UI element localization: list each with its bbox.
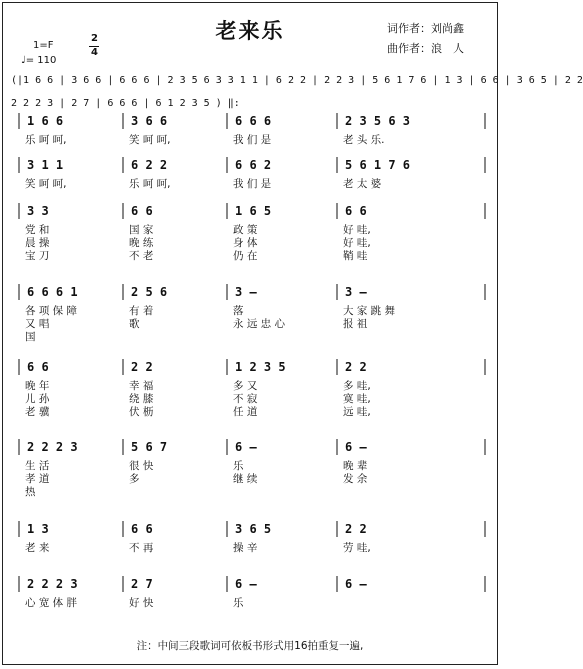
time-signature-top: 2	[91, 33, 98, 44]
lyric-syllables: 好 快	[129, 597, 154, 609]
lyric-syllables: 落	[233, 305, 244, 317]
measure-notes: 5 6 7	[131, 440, 168, 454]
lyric-syllables: 我 们 是	[233, 178, 272, 190]
measure-notes: 2 2	[345, 522, 367, 536]
measure-notes: 6 6	[131, 204, 153, 218]
lyric-syllables: 寞 哇,	[343, 393, 371, 405]
measure-notes: 6 –	[345, 577, 367, 591]
lyric-syllables: 笑 呵 呵,	[25, 178, 67, 190]
footnote: 注：中间三段歌词可依板书形式用16拍重复一遍,	[136, 640, 364, 652]
measure-notes: 1 2 3 5	[235, 360, 286, 374]
lyric-syllables: 国	[25, 331, 36, 343]
lyricist-credit: 词作者：刘尚鑫	[387, 22, 464, 35]
lyric-syllables: 不 寂	[233, 393, 258, 405]
lyric-syllables: 晚 年	[25, 380, 50, 392]
measure-notes: 2 7	[131, 577, 153, 591]
measure-notes: 6 –	[235, 440, 257, 454]
lyric-syllables: 继 续	[233, 473, 258, 485]
lyric-syllables: 晨 操	[25, 237, 50, 249]
measure-notes: 2 2 2 3	[27, 577, 78, 591]
lyric-syllables: 宝 刀	[25, 250, 50, 262]
song-title: 老来乐	[215, 19, 285, 43]
lyric-syllables: 老 头 乐.	[343, 134, 385, 146]
lyric-syllables: 晚 辈	[343, 460, 368, 472]
lyric-syllables: 乐	[233, 460, 244, 472]
lyric-syllables: 我 们 是	[233, 134, 272, 146]
measure-notes: 6 6	[27, 360, 49, 374]
measure-notes: 1 6 5	[235, 204, 272, 218]
lyric-syllables: 心 宽 体 胖	[25, 597, 78, 609]
time-signature-bottom: 4	[91, 47, 98, 58]
measure-notes: 2 2 2 3	[27, 440, 78, 454]
lyric-syllables: 多 又	[233, 380, 258, 392]
lyric-syllables: 操 辛	[233, 542, 258, 554]
measure-notes: 2 2	[345, 360, 367, 374]
tempo-marking: ♩= 110	[21, 55, 57, 66]
measure-notes: 6 6 2	[235, 158, 272, 172]
lyric-syllables: 不 再	[129, 542, 154, 554]
lyric-syllables: 很 快	[129, 460, 154, 472]
lyric-syllables: 各 项 保 障	[25, 305, 78, 317]
lyric-syllables: 大 家 跳 舞	[343, 305, 396, 317]
lyric-syllables: 热	[25, 486, 36, 498]
lyric-syllables: 永 远 忠 心	[233, 318, 286, 330]
lyric-syllables: 老 来	[25, 542, 50, 554]
measure-notes: 1 6 6	[27, 114, 64, 128]
measure-notes: 3 6 6	[131, 114, 168, 128]
lyric-syllables: 报 祖	[343, 318, 368, 330]
measure-notes: 6 6 6 1	[27, 285, 78, 299]
lyric-syllables: 歌	[129, 318, 140, 330]
lyric-syllables: 老 太 婆	[343, 178, 382, 190]
lyric-syllables: 仍 在	[233, 250, 258, 262]
lyric-syllables: 好 哇,	[343, 224, 371, 236]
sheet-music-page	[2, 2, 583, 665]
lyric-syllables: 绕 膝	[129, 393, 154, 405]
measure-notes: 6 6	[345, 204, 367, 218]
lyric-syllables: 多	[129, 473, 140, 485]
measure-notes: 2 3 5 6 3	[345, 114, 411, 128]
lyric-syllables: 儿 孙	[25, 393, 50, 405]
lyric-syllables: 又 唱	[25, 318, 50, 330]
measure-notes: 5 6 1 7 6	[345, 158, 411, 172]
lyric-syllables: 远 哇,	[343, 406, 371, 418]
intro-line-1: (|1 6 6 | 3 6 6 | 6 6 6 | 2 3 5 6 3 3 1 1 | 6 2 2 | 2 2 3 | 5 6 1 7 6 | 1 3 | 6 6 | 3 6 5 | 2 2	[11, 75, 583, 86]
intro-line-2: 2 2 2 3 | 2 7 | 6 6 6 | 6 1 2 3 5 ) ‖:	[11, 98, 240, 109]
lyric-syllables: 发 余	[343, 473, 368, 485]
score-systems	[3, 3, 497, 664]
lyric-syllables: 乐 呵 呵,	[25, 134, 67, 146]
measure-notes: 6 6	[131, 522, 153, 536]
lyric-syllables: 多 哇,	[343, 380, 371, 392]
measure-notes: 3 –	[345, 285, 367, 299]
measure-notes: 6 6 6	[235, 114, 272, 128]
measure-notes: 1 3	[27, 522, 49, 536]
lyric-syllables: 身 体	[233, 237, 258, 249]
lyric-syllables: 党 和	[25, 224, 50, 236]
lyric-syllables: 晚 练	[129, 237, 154, 249]
lyric-syllables: 不 老	[129, 250, 154, 262]
lyric-syllables: 劳 哇,	[343, 542, 371, 554]
lyric-syllables: 任 道	[233, 406, 258, 418]
lyric-syllables: 好 哇,	[343, 237, 371, 249]
lyric-syllables: 鞘 哇	[343, 250, 368, 262]
lyric-syllables: 乐	[233, 597, 244, 609]
measure-notes: 3 6 5	[235, 522, 272, 536]
measure-notes: 2 5 6	[131, 285, 168, 299]
lyric-syllables: 笑 呵 呵,	[129, 134, 171, 146]
lyric-syllables: 乐 呵 呵,	[129, 178, 171, 190]
lyric-syllables: 有 着	[129, 305, 154, 317]
key-signature: 1=F	[33, 40, 54, 51]
lyric-syllables: 生 活	[25, 460, 50, 472]
measure-notes: 3 3	[27, 204, 49, 218]
measure-notes: 6 2 2	[131, 158, 168, 172]
lyric-syllables: 孝 道	[25, 473, 50, 485]
composer-credit: 曲作者：浪 人	[387, 42, 464, 55]
lyric-syllables: 老 骥	[25, 406, 50, 418]
measure-notes: 3 –	[235, 285, 257, 299]
lyric-syllables: 幸 福	[129, 380, 154, 392]
lyric-syllables: 伏 枥	[129, 406, 154, 418]
lyric-syllables: 国 家	[129, 224, 154, 236]
measure-notes: 2 2	[131, 360, 153, 374]
measure-notes: 6 –	[235, 577, 257, 591]
measure-notes: 6 –	[345, 440, 367, 454]
lyric-syllables: 政 策	[233, 224, 258, 236]
measure-notes: 3 1 1	[27, 158, 64, 172]
